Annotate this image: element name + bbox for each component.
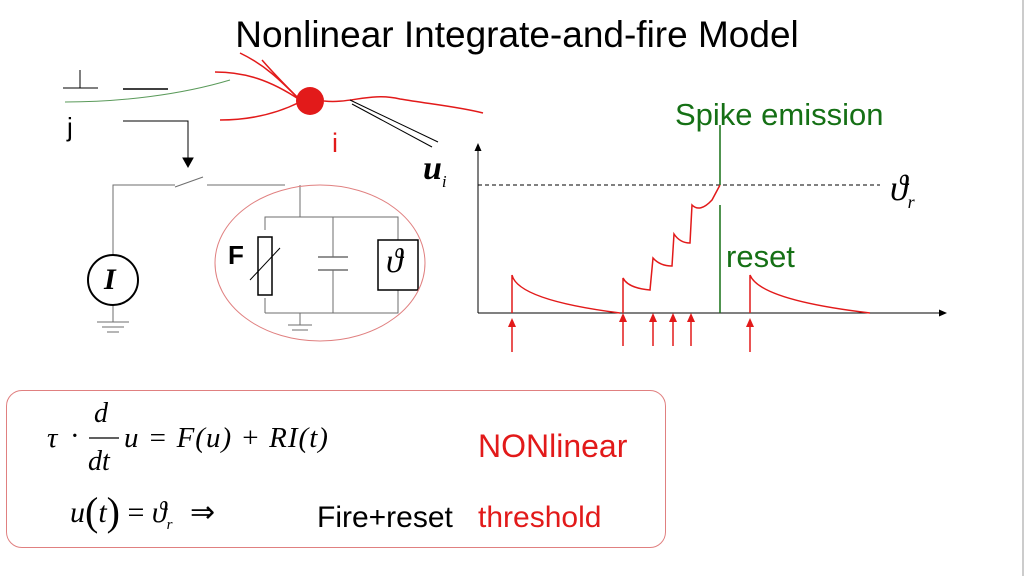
plot-axes (475, 143, 948, 317)
eq2-theta: ϑ (151, 496, 167, 529)
reset-threshold-symbol: ϑ (890, 168, 908, 208)
reset-threshold-label (890, 167, 915, 213)
presynaptic-label: j (67, 112, 73, 142)
capacitor-symbol (318, 257, 348, 270)
equation-rhs: u = F(u) + RI(t) (124, 422, 329, 454)
variable-resistor-symbol (250, 237, 280, 295)
current-source-label: I (104, 263, 116, 296)
circuit-wires (97, 177, 398, 332)
reset-label: reset (726, 239, 795, 274)
reset-threshold-subscript: r (907, 192, 915, 213)
threshold-element-symbol: ϑ (386, 243, 403, 280)
postsynaptic-axon (324, 97, 483, 113)
slide-title: Nonlinear Integrate-and-fire Model (235, 14, 799, 55)
dendrites (215, 53, 300, 120)
presynaptic-spike-symbol (63, 70, 98, 88)
derivative-denominator: dt (88, 446, 110, 477)
eq2-t: t (98, 496, 107, 529)
input-spike-arrows (508, 313, 754, 352)
postsynaptic-label: i (332, 128, 338, 158)
spike-emission-label: Spike emission (675, 97, 884, 132)
potential-symbol: u (423, 150, 442, 187)
nonlinear-element-label: F (228, 240, 244, 270)
eq2-u: u (70, 496, 85, 529)
nonlinear-label: NONlinear (478, 428, 628, 464)
membrane-trace (512, 185, 870, 313)
potential-subscript: i (441, 171, 447, 191)
eq2-theta-sub: r (166, 517, 173, 533)
dot-operator: · (70, 420, 80, 452)
membrane-potential-label (423, 150, 447, 192)
presynaptic-axon (65, 80, 230, 102)
eq2-equals: = (127, 496, 145, 529)
tau-symbol: τ (47, 422, 58, 454)
soma (296, 87, 324, 115)
input-wire (123, 121, 193, 167)
reset-condition-equation: $u(t) = ϑ_r$ ⇒ (70, 489, 216, 534)
derivative-numerator: d (94, 398, 108, 429)
probe-lines (350, 100, 438, 147)
threshold-label: threshold (478, 501, 602, 534)
fire-reset-label: Fire+reset (317, 501, 453, 534)
eq2-implies: ⇒ (190, 496, 216, 529)
